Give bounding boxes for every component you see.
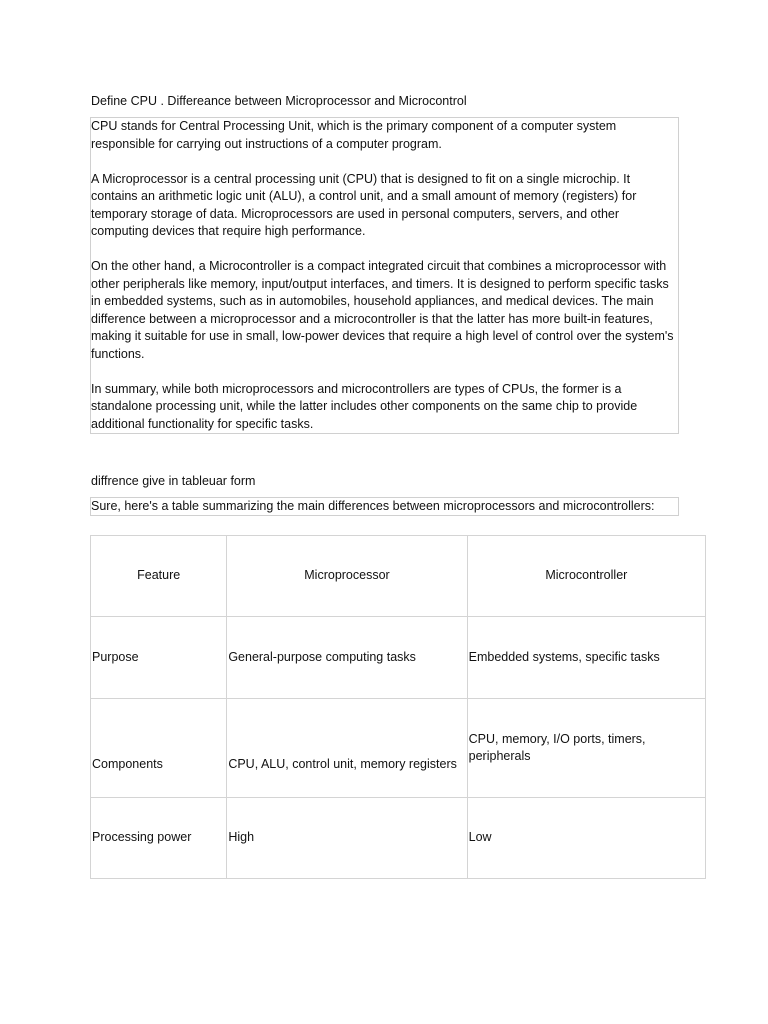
answer-1-paragraph: CPU stands for Central Processing Unit, which is the primary component of a computer system responsible for carrying out instructions of a computer program. xyxy=(91,119,617,151)
table-row xyxy=(91,699,706,798)
table-cell: CPU, ALU, control unit, memory registers xyxy=(227,699,467,798)
comparison-table xyxy=(90,535,706,879)
table-header-cell: Microprocessor xyxy=(227,536,467,617)
table-cell: Processing power xyxy=(91,798,227,879)
table-cell: Purpose xyxy=(91,617,227,699)
table-header-cell: Feature xyxy=(91,536,227,617)
answer-2-text: Sure, here's a table summarizing the main differences between microprocessors and microcontrollers: xyxy=(91,499,655,513)
answer-1-paragraph: On the other hand, a Microcontroller is a compact integrated circuit that combines a microprocessor with other peripherals like memory, input/output interfaces, and timers. It is designed to perform specific tasks in embedded systems, such as in automobiles, household appliances, and medical devices. The main difference between a microprocessor and a microcontroller is that the latter has more built-in features, making it suitable for use in small, low-power devices that require a high level of control over the system's functions. xyxy=(91,259,674,361)
table-header-cell: Microcontroller xyxy=(467,536,705,617)
table-cell: CPU, memory, I/O ports, timers, peripherals xyxy=(467,699,705,798)
table-row xyxy=(91,617,706,699)
answer-2 xyxy=(90,497,679,516)
table-cell: Low xyxy=(467,798,705,879)
table-cell: General-purpose computing tasks xyxy=(227,617,467,699)
answer-1-paragraph: A Microprocessor is a central processing unit (CPU) that is designed to fit on a single microchip. It contains an arithmetic logic unit (ALU), a control unit, and a small amount of memory (registers) for temporary storage of data. Microprocessors are used in personal computers, servers, and other computing devices that require high performance. xyxy=(91,171,637,238)
question-1: Define CPU . Differeance between Microprocessor and Microcontrol xyxy=(91,94,467,108)
table-cell: High xyxy=(227,798,467,879)
question-2: diffrence give in tableuar form xyxy=(91,474,256,488)
answer-1 xyxy=(90,117,679,434)
answer-1-paragraph: In summary, while both microprocessors and microcontrollers are types of CPUs, the former is a standalone processing unit, while the latter includes other components on the same chip to provide additional functionality for specific tasks. xyxy=(91,381,638,431)
table-header-row xyxy=(91,536,706,617)
table-cell: Components xyxy=(91,699,227,798)
table-cell: Embedded systems, specific tasks xyxy=(467,617,705,699)
table-row xyxy=(91,798,706,879)
